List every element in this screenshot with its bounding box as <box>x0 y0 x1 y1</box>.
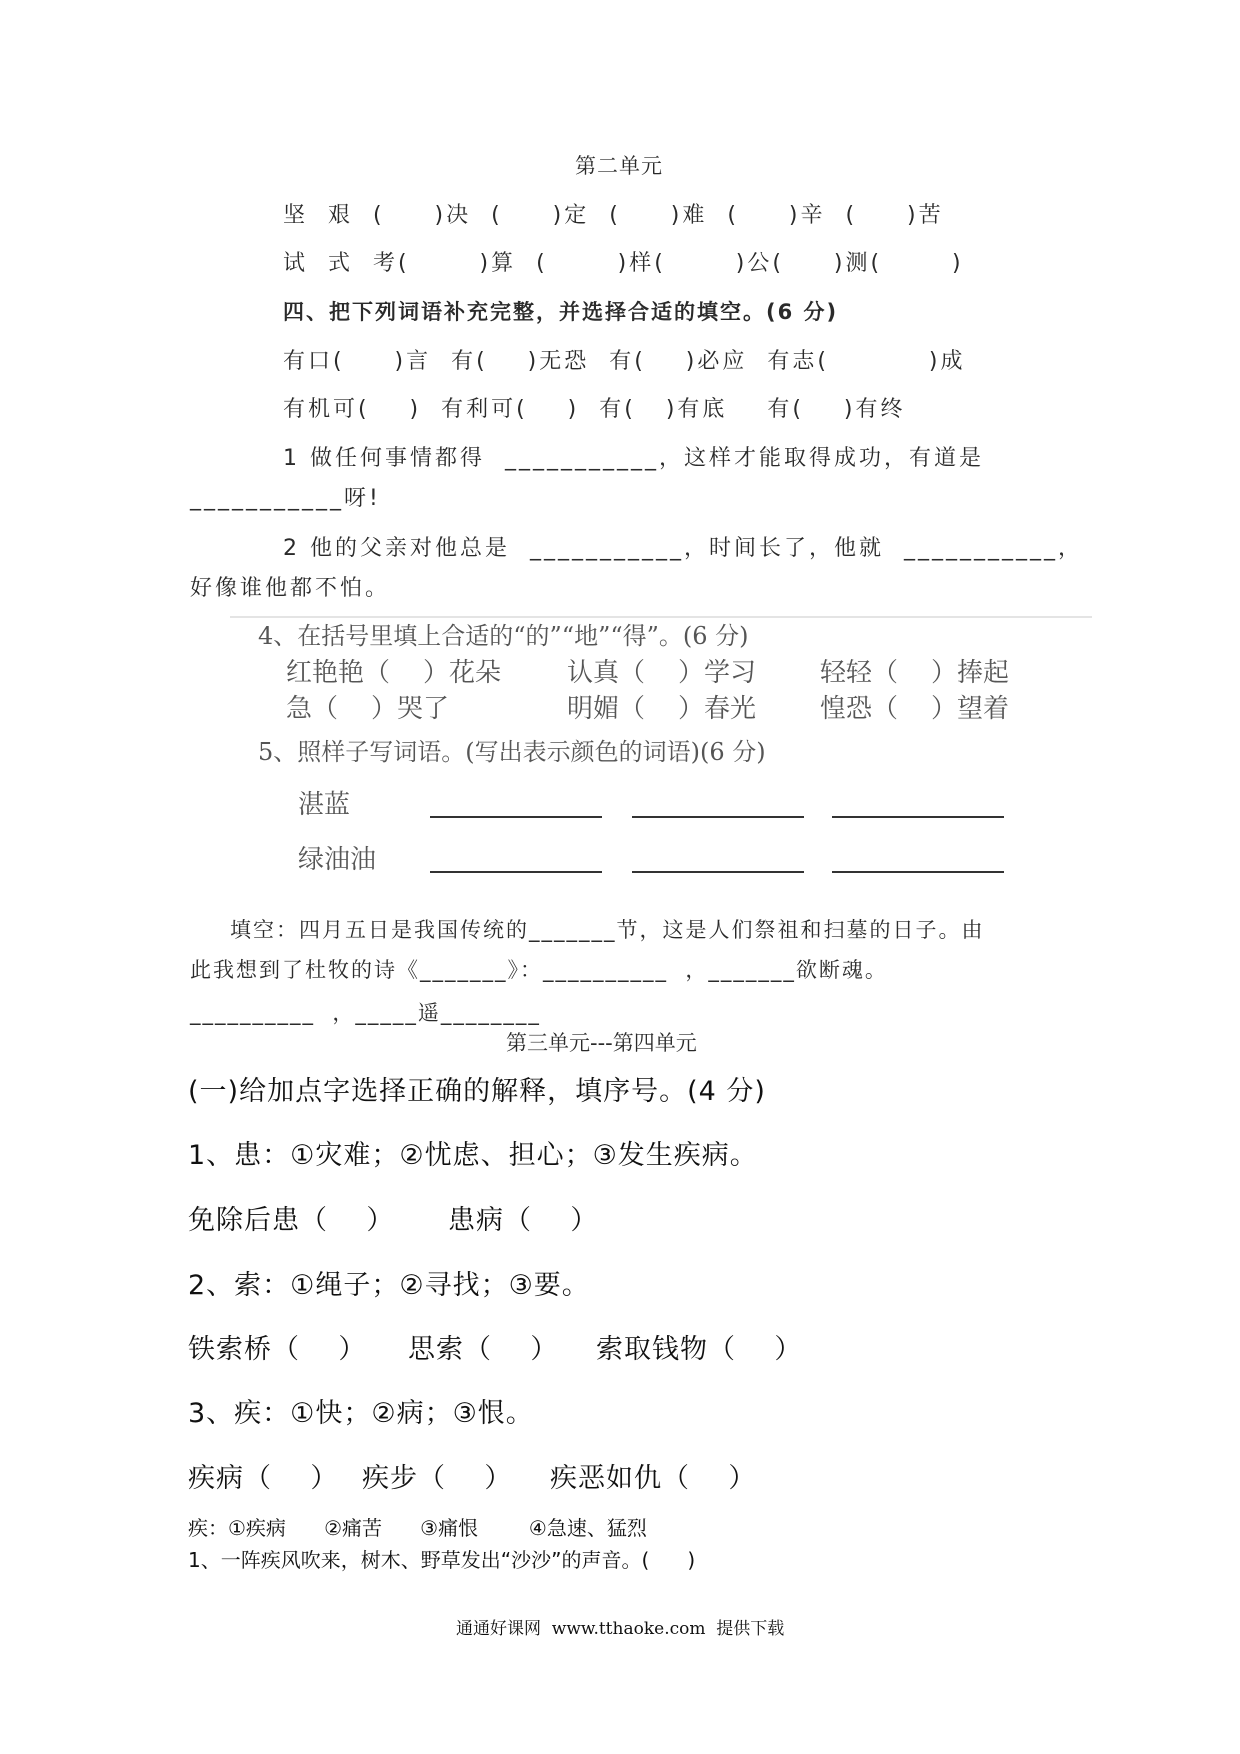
q2-line1: 2 他的父亲对他总是 ___________，时间长了，他就 ___________， <box>283 536 1083 561</box>
q1-line1: 1 做任何事情都得 ___________，这样才能取得成功，有道是 <box>283 446 984 471</box>
ex5-blank-1-2[interactable] <box>632 816 804 818</box>
ex5-blank-2-1[interactable] <box>430 871 602 873</box>
unit2-row2: 试 式 考( )算 ( )样( )公( )测( ) <box>283 251 964 276</box>
fill-line3: __________ ，_____遥________ <box>190 1001 541 1025</box>
unit34-title: 第三单元---第四单元 <box>506 1031 697 1055</box>
q2-line2: 好像谁他都不怕。 <box>190 576 391 601</box>
ex4-r1-c1: 红艳艳（ ）花朵 <box>286 658 502 688</box>
item3-word2: 疾步（ ） <box>362 1463 513 1494</box>
idiom-row1: 有口( )言 有( )无恐 有( )必应 有志( )成 <box>283 349 966 374</box>
unit2-title: 第二单元 <box>575 154 663 178</box>
ex5-blank-1-3[interactable] <box>832 816 1004 818</box>
item3-def: 3、疾：①快；②病；③恨。 <box>188 1398 534 1429</box>
fill-line1: 填空：四月五日是我国传统的_______节，这是人们祭祖和扫墓的日子。由 <box>230 918 985 942</box>
ex5-word1: 湛蓝 <box>298 790 351 820</box>
ex5-blank-2-3[interactable] <box>832 871 1004 873</box>
section4-title: 四、把下列词语补充完整，并选择合适的填空。(6 分) <box>283 300 839 324</box>
ex4-r1-c2: 认真（ ）学习 <box>567 658 757 688</box>
ex4-r2-c1: 急（ ）哭了 <box>286 694 450 724</box>
exercise5-title: 5、照样子写词语。(写出表示颜色的词语)(6 分) <box>258 738 766 766</box>
fill-line2: 此我想到了杜牧的诗《_______》：__________ ，_______欲断魂。 <box>190 958 888 982</box>
divider <box>230 616 1092 618</box>
ex5-blank-2-2[interactable] <box>632 871 804 873</box>
item1-word1: 免除后患（ ） <box>188 1205 395 1236</box>
item2-word1: 铁索桥（ ） <box>188 1334 367 1365</box>
q1-line2: ___________呀! <box>190 486 381 511</box>
item2-def: 2、索：①绳子；②寻找；③要。 <box>188 1270 590 1301</box>
unit34-section1-title: (一)给加点字选择正确的解释，填序号。(4 分) <box>188 1076 766 1107</box>
ex4-r1-c3: 轻轻（ ）捧起 <box>820 658 1010 688</box>
unit2-row1: 坚 艰 ( )决 ( )定 ( )难 ( )辛 ( )苦 <box>283 203 944 228</box>
item3-word3: 疾恶如仇（ ） <box>550 1463 757 1494</box>
ex5-blank-1-1[interactable] <box>430 816 602 818</box>
item1-word2: 患病（ ） <box>448 1205 599 1236</box>
item2-word2: 思索（ ） <box>408 1334 559 1365</box>
item2-word3: 索取钱物（ ） <box>596 1334 803 1365</box>
item3-word1: 疾病（ ） <box>188 1463 339 1494</box>
ji-question1: 1、一阵疾风吹来，树木、野草发出“沙沙”的声音。( ) <box>188 1548 696 1572</box>
ex5-word2: 绿油油 <box>298 845 377 875</box>
idiom-row2: 有机可( ) 有利可( ) 有( )有底 有( )有终 <box>283 397 906 422</box>
item1-def: 1、患：①灾难；②忧虑、担心；③发生疾病。 <box>188 1140 758 1171</box>
footer-credit: 通通好课网 www.tthaoke.com 提供下载 <box>456 1619 785 1639</box>
exercise4-title: 4、在括号里填上合适的“的”“地”“得”。(6 分) <box>258 622 749 650</box>
ji-def: 疾：①疾病 ②痛苦 ③痛恨 ④急速、猛烈 <box>188 1516 647 1540</box>
ex4-r2-c3: 惶恐（ ）望着 <box>820 694 1010 724</box>
ex4-r2-c2: 明媚（ ）春光 <box>567 694 757 724</box>
